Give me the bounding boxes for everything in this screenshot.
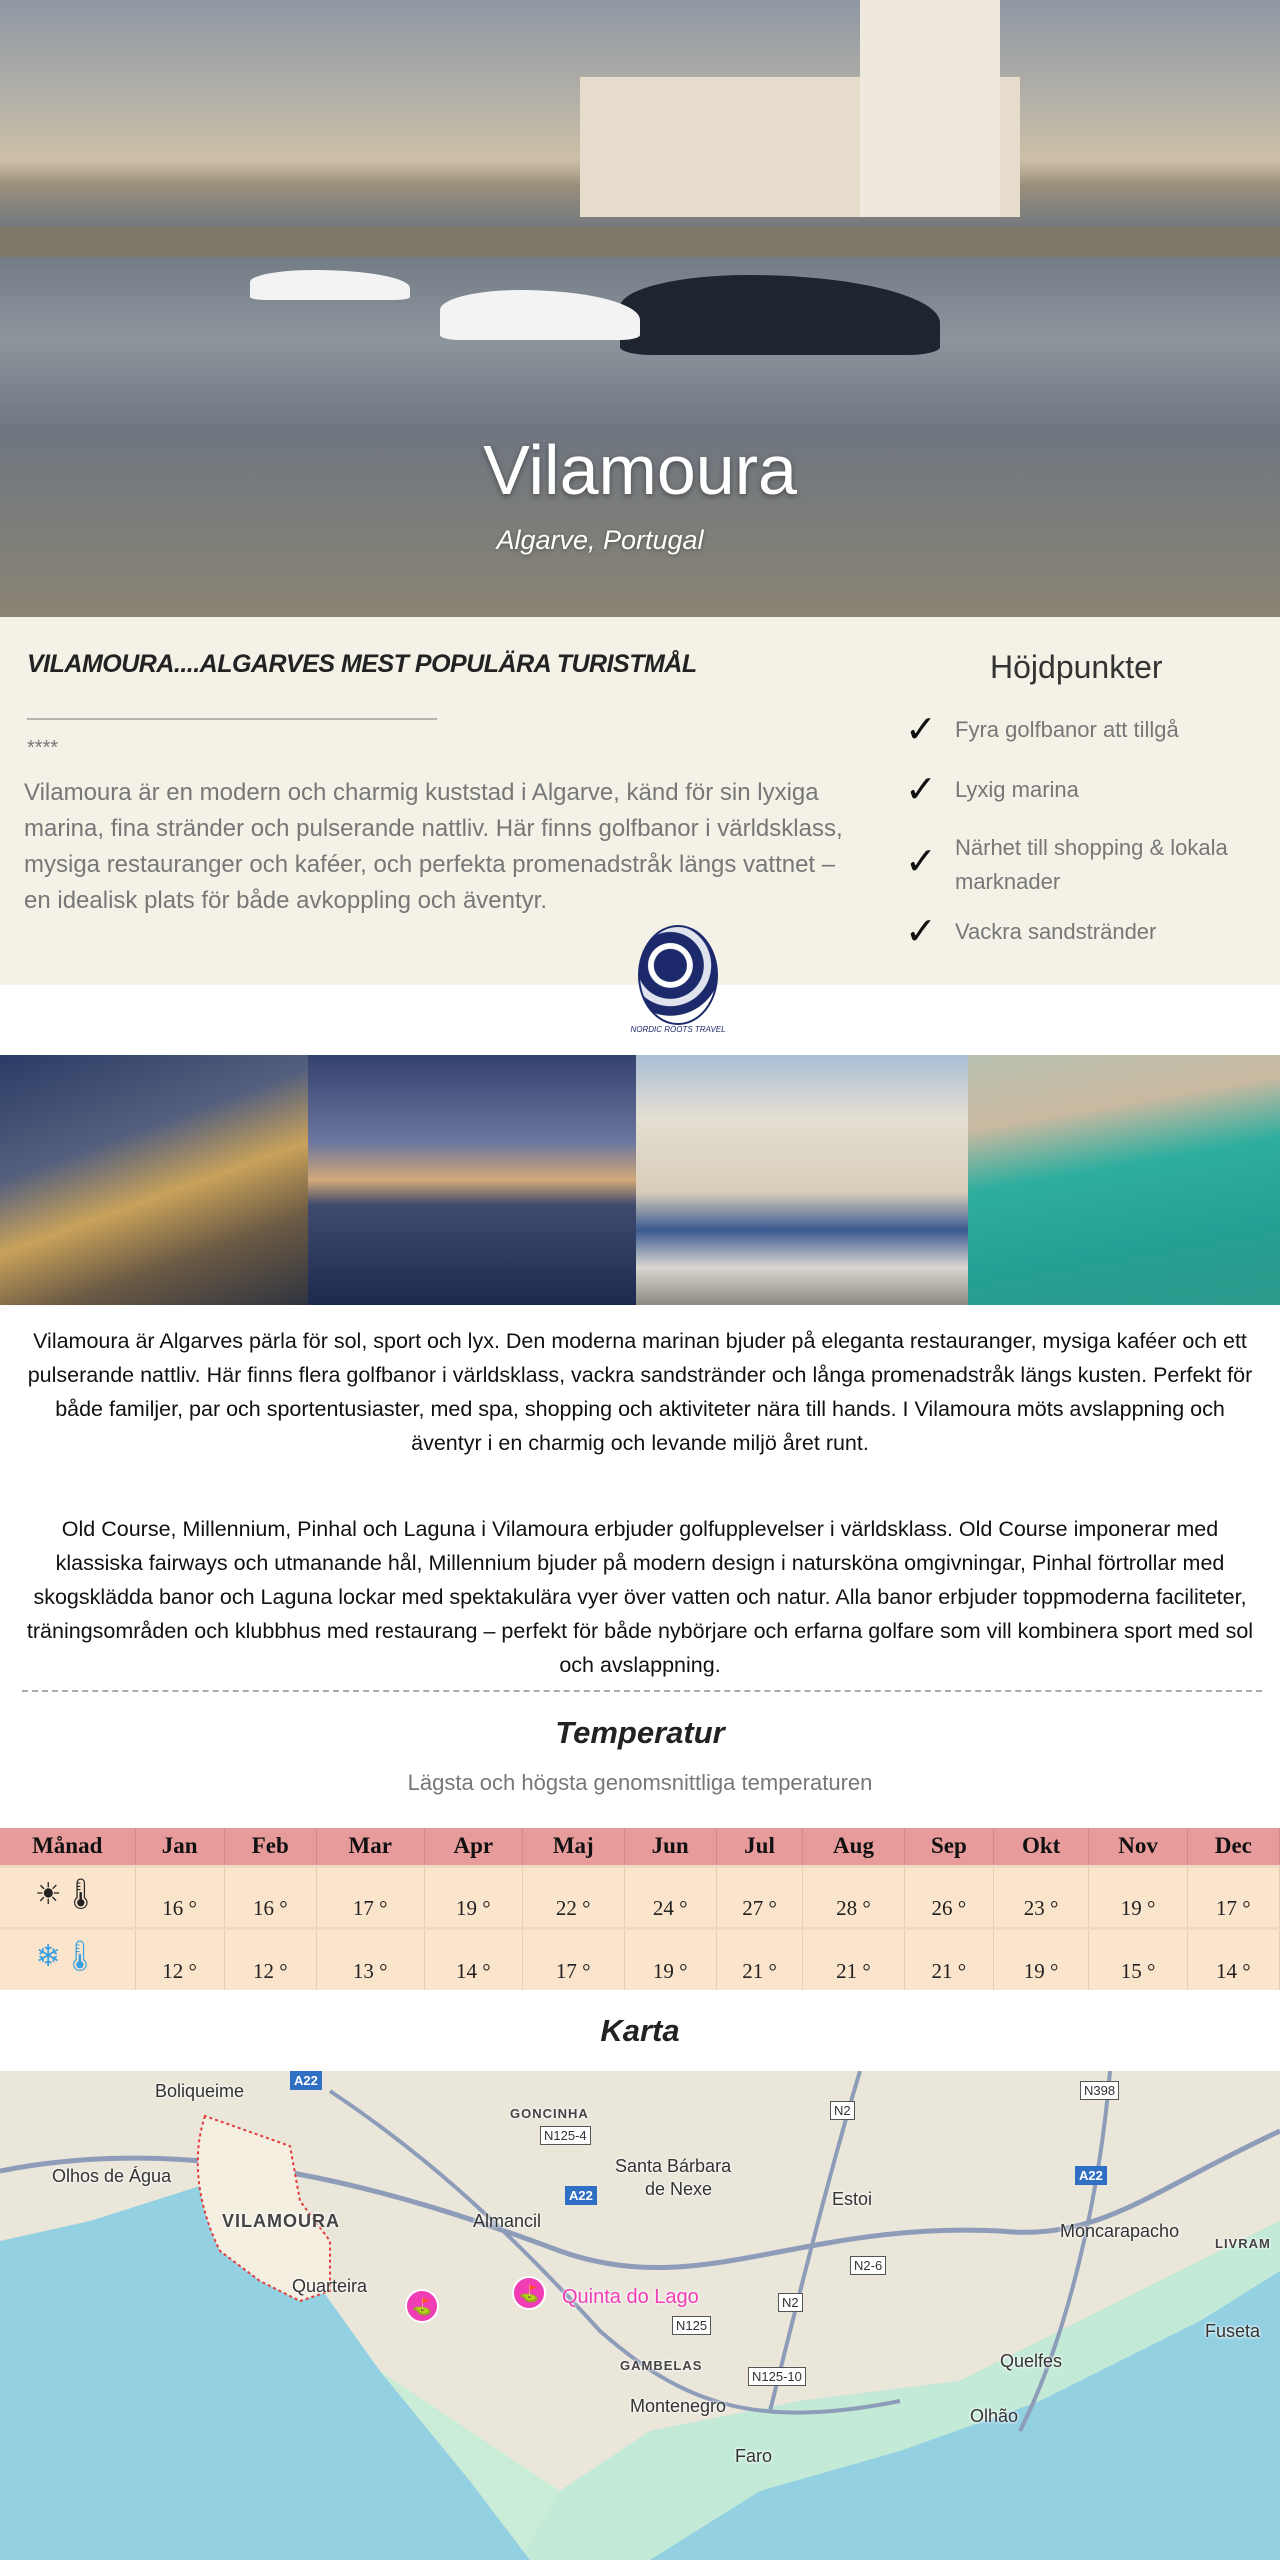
- table-row-high: [0, 1866, 1280, 1928]
- high-temp-cell: 24 °: [624, 1866, 716, 1928]
- photo-marina-dusk: [308, 1055, 636, 1305]
- map-label: Estoi: [832, 2189, 873, 2209]
- low-temp-cell: 15 °: [1089, 1928, 1187, 1990]
- photo-marina-day: [636, 1055, 968, 1305]
- check-icon: ✓: [905, 841, 937, 883]
- high-temp-cell: 27 °: [716, 1866, 802, 1928]
- sun-thermometer-icon: ☀🌡: [0, 1866, 135, 1928]
- month-apr: Apr: [424, 1828, 522, 1866]
- road-sign-a22: A22: [565, 2186, 597, 2205]
- highlight-item: ✓ Fyra golfbanor att tillgå: [905, 709, 1179, 751]
- high-temp-cell: 19 °: [424, 1866, 522, 1928]
- month-okt: Okt: [993, 1828, 1088, 1866]
- map-label: LIVRAM: [1215, 2236, 1271, 2251]
- golf-paragraph: Old Course, Millennium, Pinhal och Laguna i Vilamoura erbjuder golfupplevelser i världsklass. Old Course imponerar med klassiska fairways och utmanande hål, Millennium bjuder på modern design i natursköna omgivningar, Pinhal förtrollar med skogsklädda banor och Laguna lockar med spektakulära vyer över vatten och natur. Alla banor erbjuder toppmoderna faciliteter, träningsområden och klubbhus med restaurang – perfekt för både nybörjare och erfarna golfare som vill kombinera sport med sol och avslappning.: [26, 1517, 1254, 1677]
- low-temp-cell: 21 °: [803, 1928, 905, 1990]
- highlight-item: ✓ Närhet till shopping & lokala marknader: [905, 835, 1228, 894]
- check-icon: ✓: [905, 769, 937, 811]
- month-jul: Jul: [716, 1828, 802, 1866]
- dashed-divider: [22, 1690, 1262, 1692]
- boat: [440, 290, 640, 340]
- road-sign: N2: [778, 2293, 803, 2312]
- map-base: [0, 2071, 1280, 2560]
- high-temp-cell: 17 °: [316, 1866, 424, 1928]
- month-jun: Jun: [624, 1828, 716, 1866]
- map[interactable]: [0, 2071, 1280, 2560]
- low-temp-cell: 21 °: [716, 1928, 802, 1990]
- road-sign-a22: A22: [1075, 2166, 1107, 2185]
- map-label: Faro: [735, 2446, 773, 2466]
- map-label: VILAMOURA: [222, 2211, 340, 2231]
- month-dec: Dec: [1187, 1828, 1279, 1866]
- month-maj: Maj: [523, 1828, 624, 1866]
- map-label: Fuseta: [1205, 2321, 1261, 2341]
- high-temp-cell: 28 °: [803, 1866, 905, 1928]
- boat: [250, 270, 410, 300]
- month-header: Månad: [0, 1828, 135, 1866]
- table-row-low: [0, 1928, 1280, 1990]
- map-label: de Nexe: [645, 2179, 713, 2199]
- map-label: Boliqueime: [155, 2081, 245, 2101]
- high-temp-cell: 19 °: [1089, 1866, 1187, 1928]
- low-temp-cell: 17 °: [523, 1928, 624, 1990]
- temperature-table: [0, 1828, 1280, 1990]
- low-temp-cell: 14 °: [424, 1928, 522, 1990]
- low-temp-cell: 12 °: [135, 1928, 224, 1990]
- map-label: Almancil: [473, 2211, 542, 2231]
- highlight-item: ✓ Lyxig marina: [905, 769, 1079, 811]
- road-sign: N125: [672, 2316, 711, 2335]
- highlights-title: Höjdpunkter: [990, 649, 1163, 685]
- map-label: Quelfes: [1000, 2351, 1063, 2371]
- low-temp-cell: 14 °: [1187, 1928, 1279, 1990]
- low-temp-cell: 19 °: [624, 1928, 716, 1990]
- hero-banner: [0, 0, 1280, 617]
- road-sign: N2-6: [850, 2256, 886, 2275]
- month-feb: Feb: [224, 1828, 316, 1866]
- road-sign-a22: A22: [290, 2071, 322, 2090]
- road-sign: N125-10: [748, 2367, 806, 2386]
- high-temp-cell: 16 °: [135, 1866, 224, 1928]
- nordic-roots-logo: [628, 925, 728, 1045]
- low-temp-cell: 12 °: [224, 1928, 316, 1990]
- map-label: GAMBELAS: [620, 2358, 703, 2373]
- temperature-subtitle: Lägsta och högsta genomsnittliga temperaturen: [407, 1770, 873, 1795]
- high-temp-cell: 26 °: [904, 1866, 993, 1928]
- map-label: Montenegro: [630, 2396, 727, 2416]
- photo-marina-aerial: [968, 1055, 1280, 1305]
- road-sign: N398: [1080, 2081, 1119, 2100]
- low-temp-cell: 21 °: [904, 1928, 993, 1990]
- divider: [27, 718, 437, 720]
- cold-thermometer-icon: ❄🌡: [0, 1928, 135, 1990]
- table-header-row: [0, 1828, 1280, 1866]
- map-title: Karta: [600, 2013, 680, 2048]
- map-label: Quarteira: [292, 2276, 368, 2296]
- hero-subtitle: Algarve, Portugal: [496, 525, 704, 555]
- high-temp-cell: 17 °: [1187, 1866, 1279, 1928]
- hero-title: Vilamoura: [483, 431, 797, 509]
- logo-text: NORDIC ROOTS TRAVEL: [630, 1025, 726, 1034]
- month-mar: Mar: [316, 1828, 424, 1866]
- map-label: Olhos de Água: [52, 2166, 172, 2186]
- golf-pin-icon[interactable]: ⛳: [405, 2289, 439, 2323]
- yacht: [620, 275, 940, 355]
- quay: [0, 227, 1280, 257]
- map-label: Olhão: [970, 2406, 1019, 2426]
- check-icon: ✓: [905, 709, 937, 751]
- high-temp-cell: 23 °: [993, 1866, 1088, 1928]
- map-label-quinta-do-lago[interactable]: Quinta do Lago: [562, 2286, 699, 2308]
- low-temp-cell: 13 °: [316, 1928, 424, 1990]
- intro-heading: VILAMOURA....ALGARVES MEST POPULÄRA TURISTMÅL: [27, 650, 697, 678]
- month-nov: Nov: [1089, 1828, 1187, 1866]
- temperature-title: Temperatur: [555, 1715, 725, 1750]
- month-aug: Aug: [803, 1828, 905, 1866]
- low-temp-cell: 19 °: [993, 1928, 1088, 1990]
- month-jan: Jan: [135, 1828, 224, 1866]
- marina-tower: [860, 0, 1000, 217]
- road-sign: N2: [830, 2101, 855, 2120]
- description-paragraph: Vilamoura är Algarves pärla för sol, sport och lyx. Den moderna marinan bjuder på eleganta restauranger, mysiga kaféer och ett pulserande nattliv. Här finns flera golfbanor i världsklass, vackra sandstränder och långa promenadstråk längs kusten. Perfekt för både familjer, par och sportentusiaster, med spa, shopping och aktiviteter nära till hands. I Vilamoura möts avslappning och äventyr i en charmig och levande miljö året runt.: [27, 1329, 1253, 1455]
- globe-icon: [638, 925, 718, 1025]
- rating-stars: ****: [27, 737, 59, 759]
- photo-strip: [0, 1055, 1280, 1305]
- high-temp-cell: 22 °: [523, 1866, 624, 1928]
- check-icon: ✓: [905, 911, 937, 953]
- month-sep: Sep: [904, 1828, 993, 1866]
- high-temp-cell: 16 °: [224, 1866, 316, 1928]
- map-label: Santa Bárbara: [615, 2156, 732, 2176]
- photo-marina-night: [0, 1055, 308, 1305]
- intro-text: Vilamoura är en modern och charmig kuststad i Algarve, känd för sin lyxiga marina, fina stränder och pulserande nattliv. Här finns golfbanor i världsklass, mysiga restauranger och kaféer, och perfekta promenadstråk längs vattnet – en idealisk plats för både avkoppling och äventyr.: [24, 779, 843, 914]
- highlight-item: ✓ Vackra sandstränder: [905, 911, 1157, 953]
- golf-pin-icon[interactable]: ⛳: [512, 2276, 546, 2310]
- map-label: Moncarapacho: [1060, 2221, 1180, 2241]
- map-label: GONCINHA: [510, 2106, 589, 2121]
- road-sign: N125-4: [540, 2126, 591, 2145]
